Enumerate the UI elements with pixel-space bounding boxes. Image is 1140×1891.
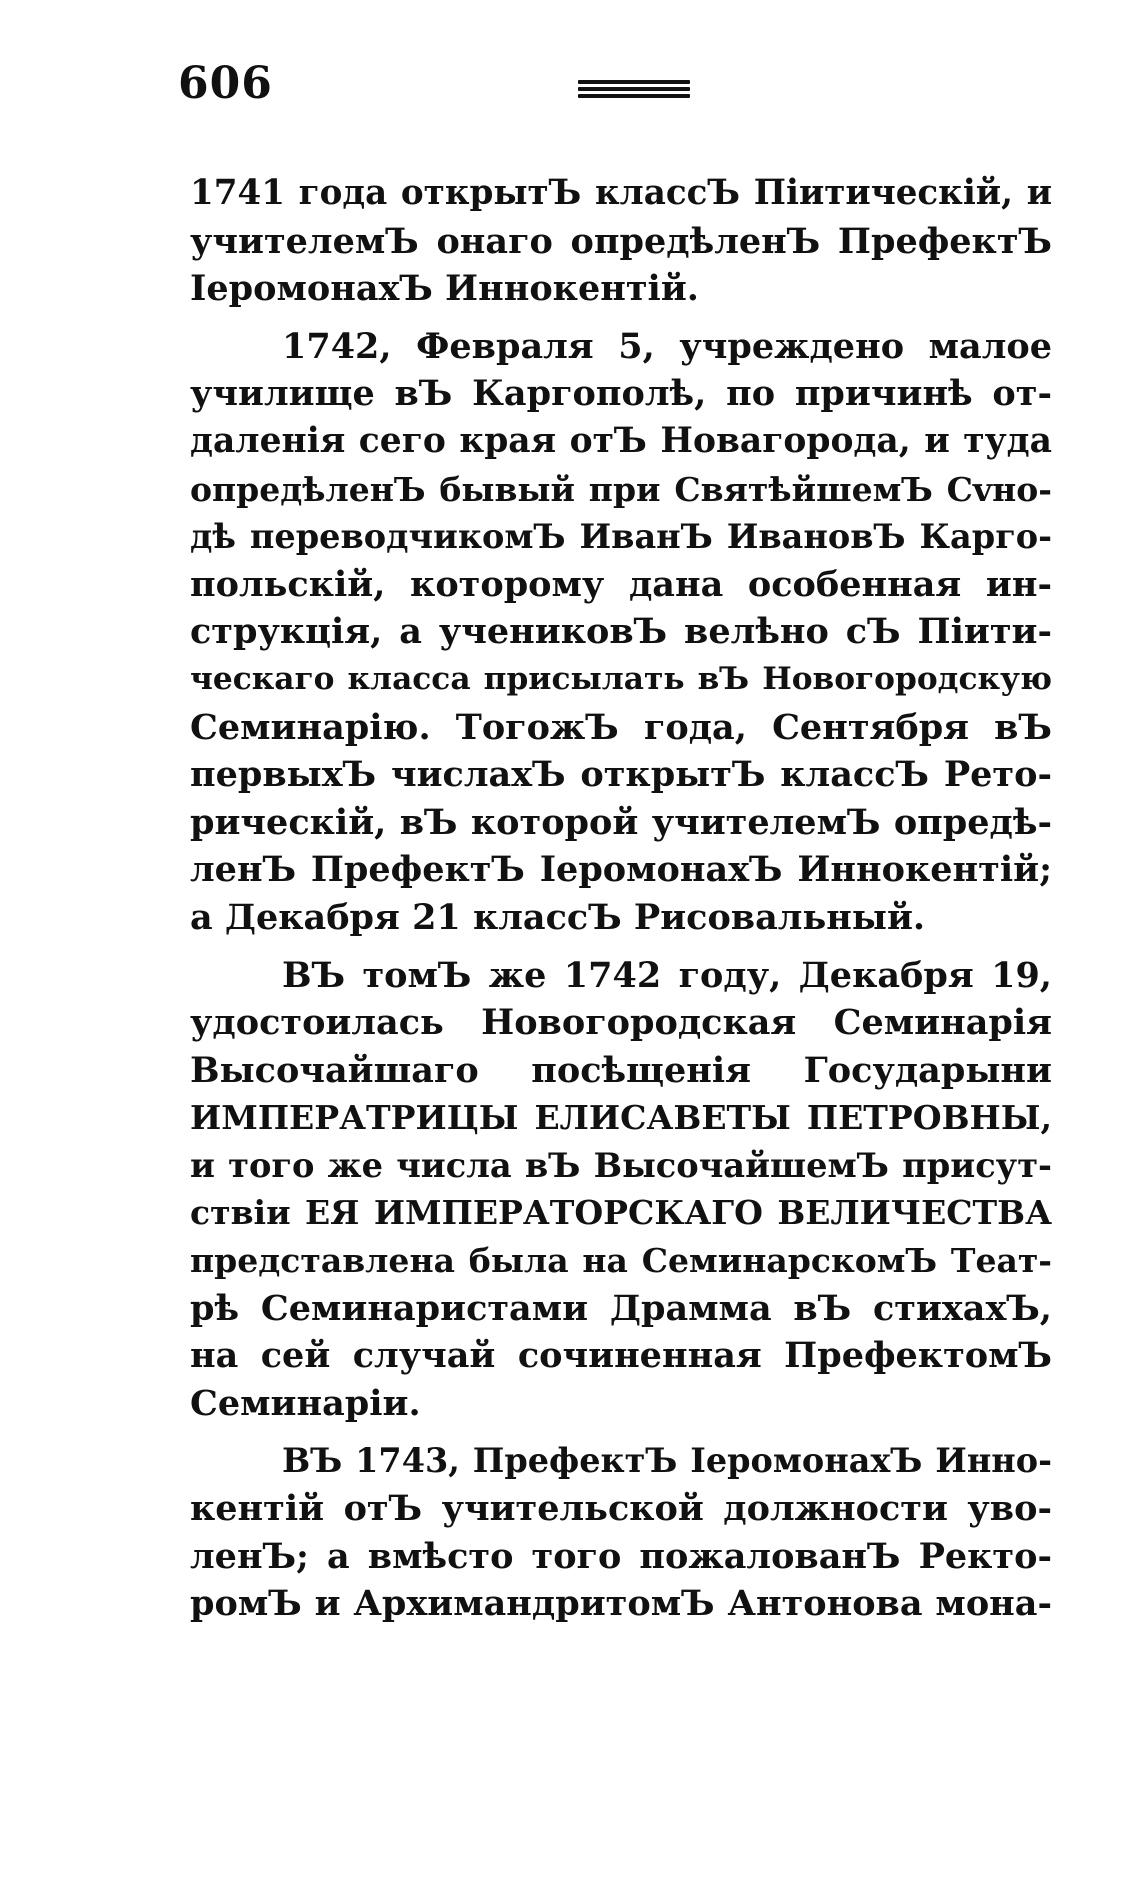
text-line: Семинаріи.	[190, 1382, 421, 1424]
page-number: 606	[178, 58, 273, 109]
text-line: ІеромонахЪ Иннокентій.	[190, 268, 699, 310]
paragraph-2	[190, 323, 1052, 942]
text-line: первыхЪ числахЪ открытЪ классЪ Рето-	[190, 754, 1052, 796]
text-line: ствіи ЕЯ ИМПЕРАТОРСКАГО ВЕЛИЧЕСТВА	[190, 1193, 1052, 1233]
paragraph-1	[190, 170, 1052, 313]
text-line: а Декабря 21 классЪ Рисовальный.	[190, 896, 926, 938]
body-text	[190, 170, 1052, 1628]
text-line: ИМПЕРАТРИЦЫ ЕЛИСАВЕТЫ ПЕТРОВНЫ,	[190, 1098, 1052, 1138]
text-line: рѣ Семинаристами Драмма вЪ стихахЪ,	[190, 1287, 1052, 1329]
paragraph-3	[190, 952, 1052, 1428]
header-rule	[578, 80, 690, 104]
text-line: учителемЪ онаго опредѣленЪ ПрефектЪ	[190, 220, 1052, 262]
text-line: и того же числа вЪ ВысочайшемЪ присут-	[190, 1144, 1052, 1185]
text-line: рическій, вЪ которой учителемЪ опредѣ-	[190, 801, 1052, 843]
text-line: струкція, а учениковЪ велѣно сЪ Піити-	[190, 611, 1052, 653]
text-line: на сей случай сочиненная ПрефектомЪ	[190, 1335, 1052, 1377]
text-line: 1741 года открытЪ классЪ Піитическій, и	[190, 173, 1052, 213]
text-line: Высочайшаго посѣщенія Государыни	[190, 1049, 1052, 1091]
text-line: представлена была на СеминарскомЪ Теат-	[190, 1241, 1052, 1281]
text-line: удостоилась Новогородская Семинарія	[190, 1002, 1052, 1044]
text-line: ВЪ томЪ же 1742 году, Декабря 19,	[282, 954, 1052, 996]
text-line: ленЪ; а вмѣсто того пожалованЪ Ректо-	[190, 1535, 1052, 1577]
text-line: училище вЪ Каргополѣ, по причинѣ от-	[190, 373, 1052, 415]
text-line: польскій, которому дана особенная ин-	[190, 563, 1052, 605]
paragraph-4	[190, 1437, 1052, 1627]
text-line: ромЪ и АрхимандритомЪ Антонова мона-	[190, 1583, 1052, 1625]
text-line: ВЪ 1743, ПрефектЪ ІеромонахЪ Инно-	[282, 1441, 1052, 1481]
text-line: Семинарію. ТогожЪ года, Сентября вЪ	[190, 706, 1052, 748]
text-line: дѣ переводчикомЪ ИванЪ ИвановЪ Карго-	[190, 517, 1052, 557]
text-line: ческаго класса присылать вЪ Новогородскую	[190, 660, 1052, 697]
text-line: кентій отЪ учительской должности уво-	[190, 1488, 1052, 1530]
text-line: опредѣленЪ бывый при СвятѣйшемЪ Сvно-	[190, 469, 1052, 509]
text-line: даленія сего края отЪ Новагорода, и туда	[190, 420, 1052, 461]
text-line: 1742, Февраля 5, учреждено малое	[282, 325, 1052, 367]
text-line: ленЪ ПрефектЪ ІеромонахЪ Иннокентій;	[190, 849, 1052, 891]
